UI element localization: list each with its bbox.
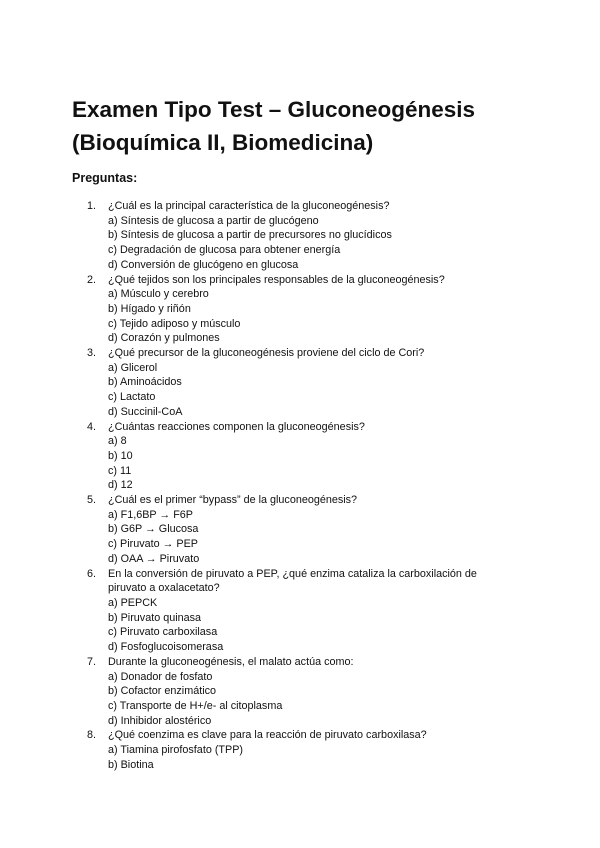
answer-option: c) Lactato	[108, 391, 156, 404]
answer-option: b) Aminoácidos	[108, 376, 182, 389]
answer-option: a) Tiamina pirofosfato (TPP)	[108, 744, 244, 757]
title-line-1: Examen Tipo Test – Gluconeogénesis	[72, 97, 476, 122]
answer-option: a) 8	[108, 435, 127, 448]
answer-option: b) G6P → Glucosa	[108, 523, 199, 536]
answer-option: a) Síntesis de glucosa a partir de glucógeno	[108, 214, 319, 227]
answer-option: c) Tejido adiposo y músculo	[108, 317, 241, 330]
question-item	[0, 493, 600, 567]
answer-option: b) Piruvato quinasa	[108, 611, 202, 624]
answer-option: b) Biotina	[108, 758, 154, 771]
question-text	[0, 273, 488, 288]
answer-option: b) Síntesis de glucosa a partir de precursores no glucídicos	[108, 229, 392, 242]
answer-option: a) Músculo y cerebro	[108, 288, 209, 301]
answer-option: d) Conversión de glucógeno en glucosa	[108, 258, 299, 271]
question-text	[0, 199, 488, 214]
question-item	[0, 728, 600, 772]
answer-option: d) 12	[108, 479, 133, 492]
answer-option: a) Donador de fosfato	[108, 670, 213, 683]
question-prompt: ¿Qué tejidos son los principales responsables de la gluconeogénesis?	[108, 273, 445, 286]
answer-option: c) Piruvato carboxilasa	[108, 626, 218, 639]
answer-option: c) 11	[108, 464, 132, 477]
question-item	[0, 420, 600, 494]
question-prompt: ¿Cuántas reacciones componen la gluconeogénesis?	[108, 420, 365, 433]
question-number: 1.	[87, 200, 97, 212]
question-text	[0, 493, 488, 508]
question-prompt: ¿Cuál es el primer “bypass” de la gluconeogénesis?	[108, 494, 358, 507]
answer-option: d) OAA → Piruvato	[108, 552, 200, 565]
answer-option: d) Succinil-CoA	[108, 405, 183, 418]
question-item	[0, 346, 600, 420]
document-title	[72, 93, 572, 159]
answer-option: a) Glicerol	[108, 361, 158, 374]
question-list	[0, 199, 600, 772]
answer-option: c) Piruvato → PEP	[108, 538, 199, 551]
question-number: 6.	[87, 567, 97, 580]
question-number: 7.	[87, 655, 97, 668]
question-item	[0, 273, 600, 347]
question-item	[0, 567, 600, 655]
question-number: 4.	[87, 420, 97, 433]
question-text	[0, 728, 488, 743]
question-number: 8.	[87, 729, 97, 742]
question-prompt: ¿Qué precursor de la gluconeogénesis proviene del ciclo de Cori?	[108, 347, 425, 360]
answer-option: a) F1,6BP → F6P	[108, 508, 194, 521]
answer-option: d) Fosfoglucoisomerasa	[108, 641, 224, 654]
question-item	[0, 199, 600, 273]
question-text	[0, 346, 488, 361]
answer-option: b) Cofactor enzimático	[108, 685, 217, 698]
title-line-2: (Bioquímica II, Biomedicina)	[72, 130, 374, 155]
answer-option: c) Transporte de H+/e- al citoplasma	[108, 699, 283, 712]
answer-option: d) Inhibidor alostérico	[108, 714, 212, 727]
answer-option: c) Degradación de glucosa para obtener energía	[108, 244, 341, 257]
answer-option: b) 10	[108, 449, 133, 462]
answer-option: a) PEPCK	[108, 596, 158, 609]
question-number: 5.	[87, 494, 97, 507]
question-text	[0, 420, 488, 435]
question-number: 2.	[87, 273, 97, 286]
question-text	[0, 567, 488, 596]
question-item	[0, 655, 600, 729]
question-prompt: En la conversión de piruvato a PEP, ¿qué enzima cataliza la carboxilación de piruvato a oxalacetato?	[108, 567, 477, 595]
question-prompt: ¿Qué coenzima es clave para la reacción de piruvato carboxilasa?	[108, 729, 427, 742]
answer-option: b) Hígado y riñón	[108, 302, 191, 315]
question-number: 3.	[87, 347, 97, 360]
question-prompt: Durante la gluconeogénesis, el malato actúa como:	[108, 655, 354, 668]
question-prompt: ¿Cuál es la principal característica de la gluconeogénesis?	[108, 200, 390, 212]
question-text	[0, 655, 488, 670]
section-label: Preguntas:	[72, 171, 138, 185]
answer-option: d) Corazón y pulmones	[108, 332, 220, 345]
